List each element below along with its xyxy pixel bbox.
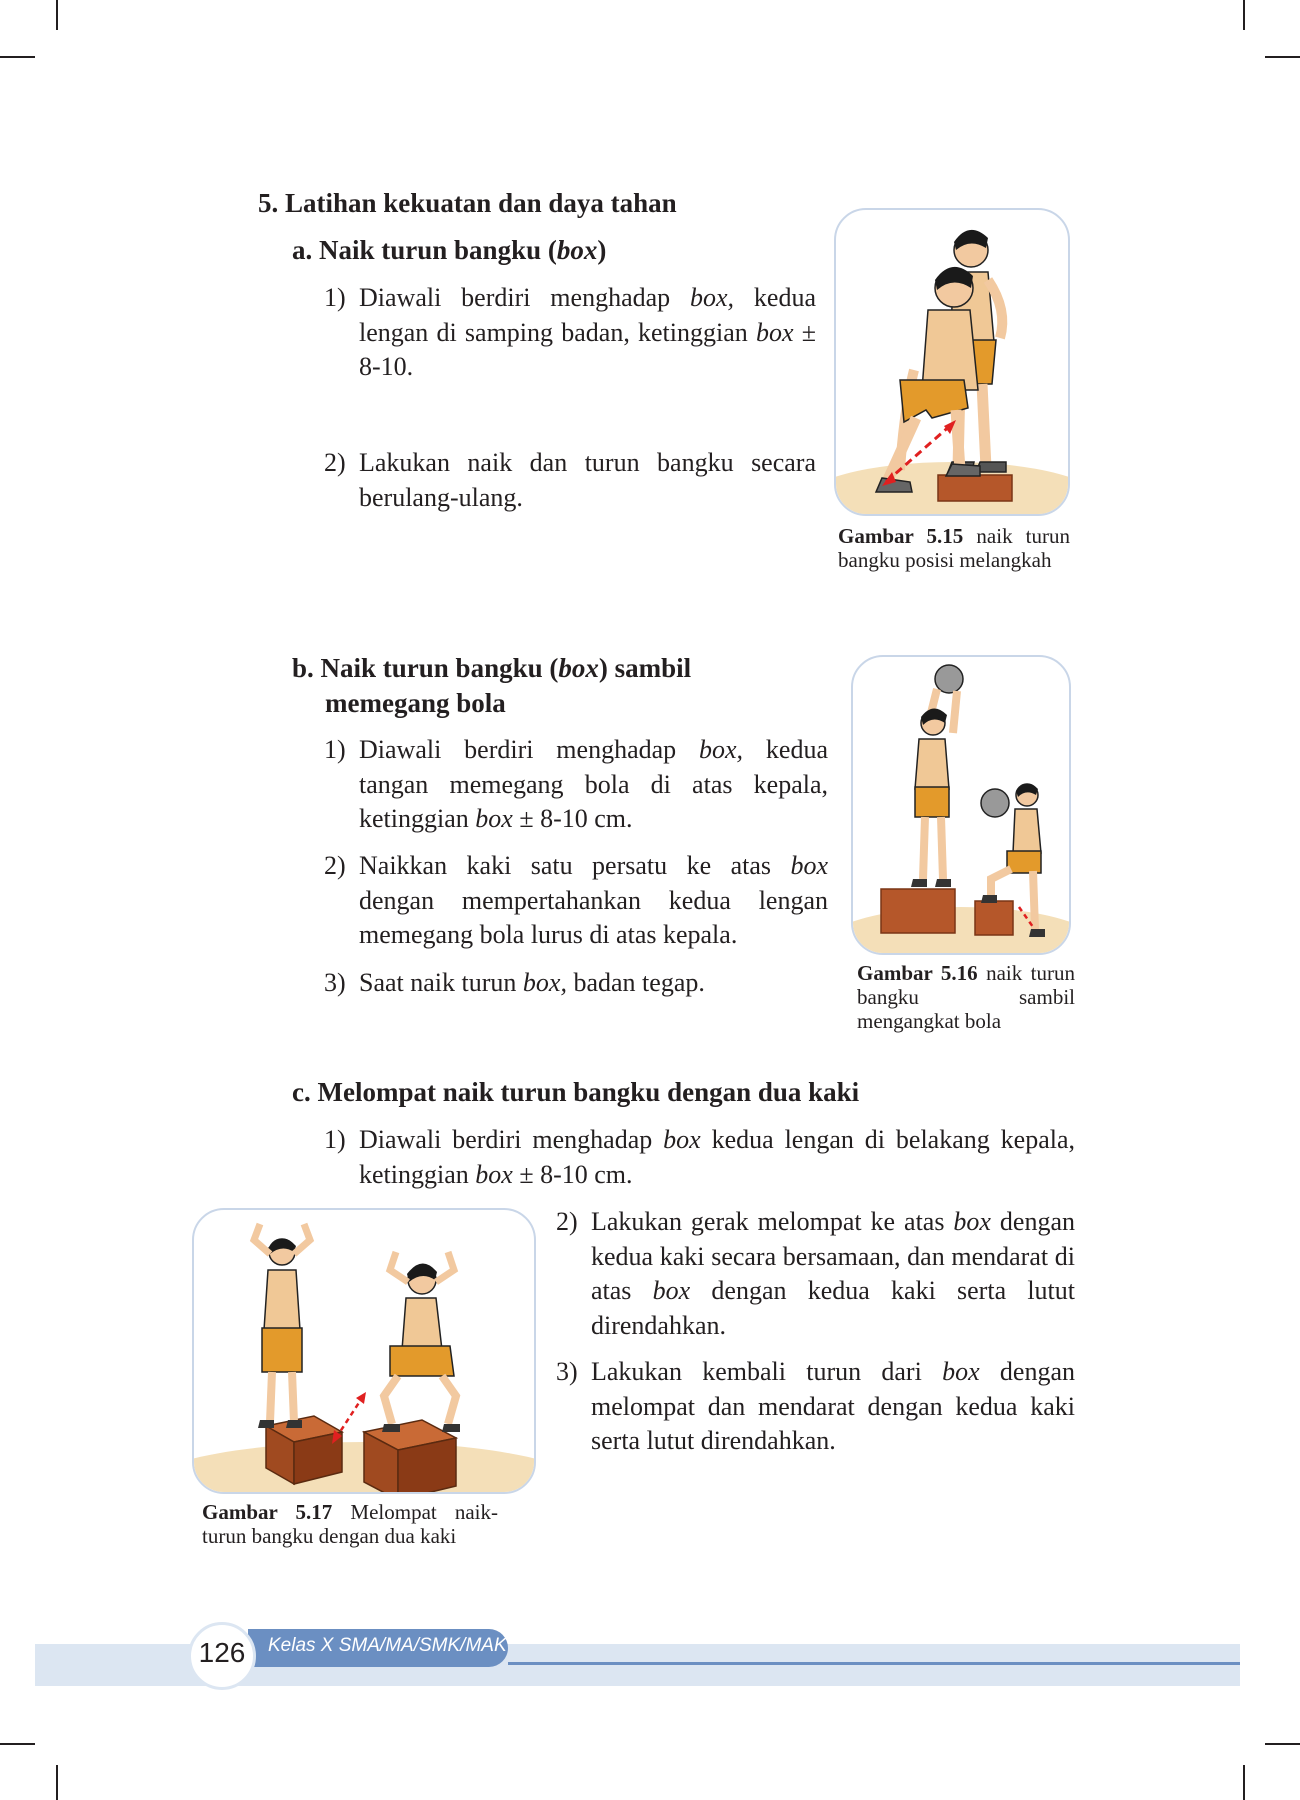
person-legs [384,1376,456,1424]
figure-caption-text: Melompat naik-turun bangku dengan dua kaki [202,1500,498,1548]
list-item-b2 [324,849,828,953]
list-item-text [324,1123,1075,1192]
person-shirt [1013,809,1041,853]
text-run-italic: box [942,1357,980,1386]
list-item-number: 1) [324,1125,346,1154]
person-shorts [1007,851,1041,873]
step-up-ball-illustration [853,657,1069,953]
subsection-a-heading-em: box [556,235,598,265]
text-run: Diawali berdiri menghadap [359,1125,664,1154]
subsection-c-heading: c. Melompat naik turun bangku dengan dua kaki [292,1077,860,1107]
crop-mark [56,0,58,30]
ball [935,665,963,693]
list-item-a1 [324,281,816,385]
person-shirt [922,310,978,390]
text-run: Lakukan gerak melompat ke atas [591,1207,954,1236]
text-run-italic: box, [690,283,735,312]
list-item-c2 [556,1205,1075,1343]
list-item-text: Lakukan naik dan turun bangku secara berulang-ulang. [359,448,816,512]
figure-5-17-caption [202,1500,498,1548]
figure-label: Gambar 5.15 [838,524,964,548]
figure-5-15-caption [838,524,1070,572]
crop-mark [1243,1765,1245,1800]
list-item-number: 1) [324,283,346,312]
crop-mark [1243,0,1245,30]
list-item-b3 [324,966,828,1001]
text-run: Diawali berdiri menghadap [359,283,691,312]
subsection-a-heading-pre: a. Naik turun bangku ( [292,235,557,265]
step-box [975,901,1013,935]
figure-5-17 [192,1208,536,1494]
list-item-text [324,281,816,385]
list-item-c1 [324,1123,1075,1192]
text-run-italic: box [475,804,513,833]
text-run-italic: box [755,317,794,347]
text-run-italic: box [475,1159,513,1189]
text-run: Naikkan kaki satu persatu ke atas [359,851,791,880]
text-run: dengan melompat dan mendarat dengan kedua kaki serta lutut direndahkan. [591,1357,1075,1455]
text-run: kedua tangan memegang bola di atas kepala, ketinggian [359,735,828,833]
footer-rule [508,1662,1240,1665]
text-run-italic: box, [699,735,744,764]
jump-illustration [194,1210,534,1492]
person-shoes [911,879,951,887]
figure-5-16 [851,655,1071,955]
list-item-number: 1) [324,735,346,764]
subsection-a-heading-post: ) [597,235,607,265]
step-box [938,475,1012,501]
text-run: Lakukan kembali turun dari [591,1357,943,1386]
figure-caption-text: naik turun bangku sambil mengangkat bola [857,961,1075,1033]
crop-mark [0,1743,35,1745]
list-item-text [556,1355,1075,1459]
text-run: dengan kedua kaki serta lutut direndahkan. [591,1276,1075,1340]
list-item-a2 [324,446,816,515]
subsection-b-heading [292,651,691,685]
arrow-head [356,1392,366,1404]
footer-book-title: Kelas X SMA/MA/SMK/MAK [268,1635,507,1656]
step-box [881,889,955,933]
text-run-italic: box, [522,968,567,997]
crop-mark [1265,56,1300,58]
person-legs [923,817,943,879]
list-item-number: 3) [324,968,346,997]
text-run: Saat naik turun [359,968,523,997]
text-run-italic: box [790,851,828,880]
list-item-number: 3) [556,1357,578,1386]
person-legs [270,1372,294,1422]
text-run: Diawali berdiri menghadap [359,735,700,764]
text-run-italic: box [953,1207,991,1236]
text-run: dengan mempertahankan kedua lengan memegang bola lurus di atas kepala. [359,885,828,949]
ball [981,789,1009,817]
list-item-number: 2) [324,851,346,880]
text-run: ± 8-10. [359,317,816,381]
subsection-a-heading [292,233,606,267]
person-shirt [264,1270,300,1330]
person-shorts [390,1346,454,1376]
text-run-italic: box [663,1125,701,1154]
person-shorts [915,787,949,817]
figure-5-15 [834,208,1070,516]
text-run-italic: box [652,1276,691,1305]
list-item-text [324,849,828,953]
section-title: 5. Latihan kekuatan dan daya tahan [258,188,677,218]
crop-mark [56,1765,58,1800]
step-up-illustration [836,210,1068,514]
crop-mark [0,56,35,58]
figure-5-16-caption [857,961,1075,1033]
list-item-text [556,1205,1075,1343]
figure-label: Gambar 5.17 [202,1500,333,1524]
person-shirt [915,739,949,789]
list-item-number: 2) [556,1207,578,1236]
list-item-b1 [324,733,828,837]
text-run: badan tegap. [566,968,705,997]
crop-mark [1265,1743,1300,1745]
person-shorts [262,1328,302,1372]
list-item-text [324,966,828,1001]
subsection-b-heading-em: box [558,653,599,683]
text-run: kedua lengan di samping badan, ketinggian [359,283,816,347]
list-item-text [324,733,828,837]
figure-caption-text: naik turun bangku posisi melangkah [838,524,1071,572]
page-number: 126 [198,1637,246,1668]
person-shirt [402,1298,442,1350]
subsection-b-heading-line2: memegang bola [325,688,506,718]
subsection-b-heading-post: ) sambil [598,653,692,683]
subsection-b-heading-pre: b. Naik turun bangku ( [292,653,559,683]
text-run: ± 8-10 cm. [512,804,633,833]
list-item-c3 [556,1355,1075,1459]
figure-label: Gambar 5.16 [857,961,978,985]
text-run: kedua lengan di belakang kepala, ketinggian [359,1125,1075,1189]
list-item-number: 2) [324,448,346,477]
text-run: dengan kedua kaki secara bersamaan, dan mendarat di atas [591,1207,1075,1305]
text-run: ± 8-10 cm. [512,1159,633,1189]
